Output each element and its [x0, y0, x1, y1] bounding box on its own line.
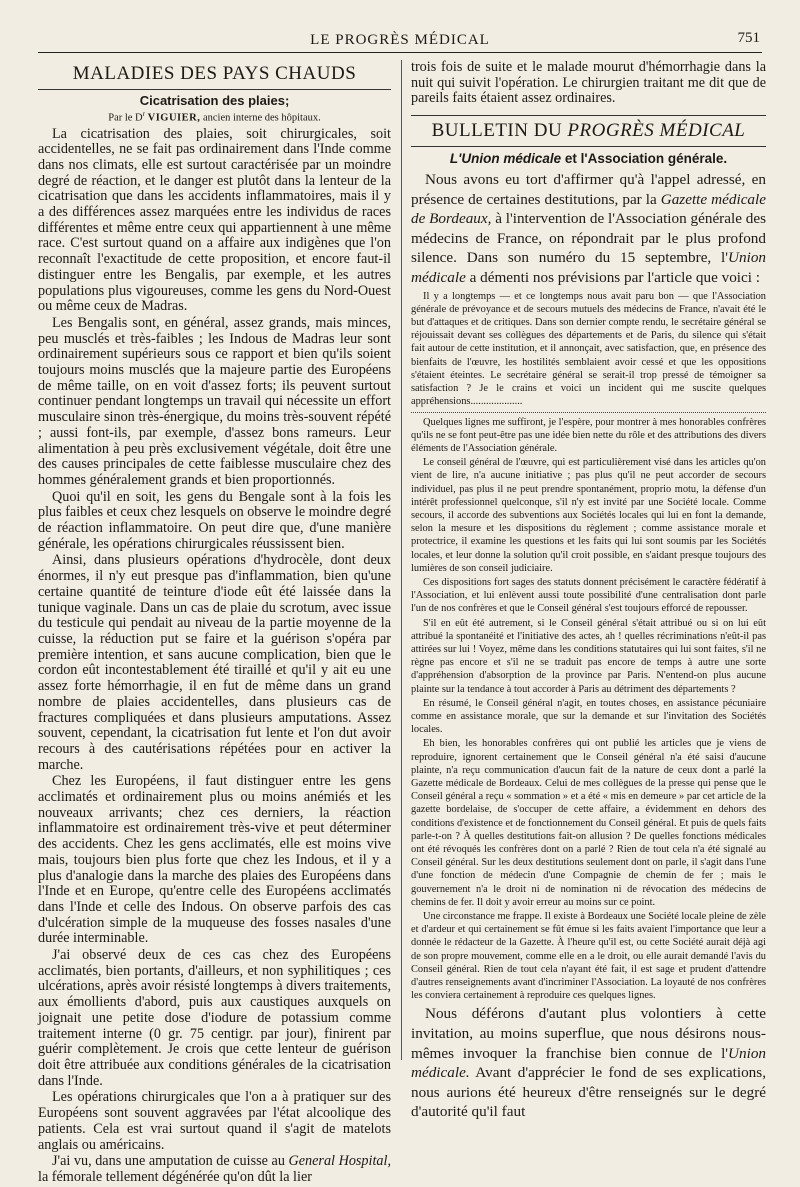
text-run: Nous déférons d'autant plus volontiers à cette invitation, au moins superflue, que nous désirons nous-mêmes invoquer la franchise bien connue de l' [411, 1005, 766, 1062]
text-run: J'ai vu, dans une amputation de cuisse au [52, 1153, 289, 1170]
bulletin-subtitle-italic: L'Union médicale [449, 151, 562, 167]
quoted-paragraph: En résumé, le Conseil général n'agit, en toutes choses, en assistance pécuniaire comme en assistance morale, que sur la demande et sur l'invitation des Sociétés locales. [411, 697, 766, 736]
paragraph: Ainsi, dans plusieurs opérations d'hydrocèle, dont deux énormes, il n'y eut presque pas d'inflammation, bien qu'une certaine quantité de teinture d'iode eût été laissée dans la tunique vaginale. Dans un cas de plaie du scrotum, avec issue du testicule qui pendait au niveau de la partie moyenne de la cuisse, la réduction put se faire et la guérison s'opéra par première intention, et sans aucune complication, bien que le cordon eût incontestablement été tiraillé et qu'il y ait eu une assez forte hémorrhagie, il en fut de même dans un grand nombre de plaies accidentelles, dans plusieurs cas de fractures compliquées et dans plusieurs amputations. Assez souvent, cependant, la cicatrisation fut lente et l'on dut avoir recours à des cautérisations répétées pour en activer la marche. [38, 552, 391, 773]
text-run-italic: General Hospital, [288, 1153, 391, 1170]
quoted-paragraph: Eh bien, les honorables confrères qui ont publié les articles que je viens de reproduire, ignorent certainement que le Conseil général n'a été saisi d'aucune plainte, n'a reçu communication d'aucun fait de la nature de ceux dont a parlé la Gazette médicale de Bordeaux. Celui de mes collègues de la presse qui pense que le Conseil général a reçu « sommation » et a été « mis en demeure » par cet article de la gazette bordelaise, de s'occuper de cette affaire, a évidemment en dehors des conditions d'existence et de fonctionnement du Conseil général. Et puis de quels faits parle-t-on ? À quelles destitutions fait-on allusion ? De quelles fonctions médicales ont été révoqués les confrères dont on a parlé ? Rien de tout cela n'a été signalé au Conseil général. Sur les deux destitutions seulement dont on parle, il s'agit dans l'une d'une fonction de médecin d'une Compagnie de chemin de fer ; mais le gouvernement n'a le droit ni de nomination ni de révocation des médecins de chemins de fer. Il doit y avoir erreur au moins sur ce point. [411, 738, 766, 908]
paragraph-last [38, 1154, 391, 1185]
text-run-italic: Union médicale [411, 249, 766, 287]
text-run-italic: Union médicale. [411, 1044, 766, 1082]
bulletin-subtitle [411, 151, 766, 166]
quoted-paragraph: Ces dispositions fort sages des statuts donnent précisément le caractère fédératif à l'Association, et lui enlèvent aussi toute possibilité d'une centralisation dont parle l'un de nos confrères et que le Conseil général s'est toujours efforcé de repousser. [411, 576, 766, 615]
paragraph: Les opérations chirurgicales que l'on a à pratiquer sur des Européens sont souvent aggravées par l'état alcoolique des patients. Cela est vrai surtout quand il s'agit de matelots anglais ou américains. [38, 1089, 391, 1153]
bulletin-title-text: BULLETIN DU [431, 120, 568, 142]
byline-suffix: ancien interne des hôpitaux. [200, 112, 321, 124]
byline-prefix: Par le D [108, 112, 143, 124]
text-run: la fémorale tellement dégénérée qu'on dût la lier [38, 1168, 312, 1185]
quoted-paragraph: Une circonstance me frappe. Il existe à Bordeaux une Société locale pleine de zèle et d'ardeur et qui certainement se fût émue si les faits avaient l'importance que leur a donnée le rédacteur de la Gazette. À l'heure qu'il est, ou cette Société aurait déjà agi de son propre mouvement, comme elle en a le droit, ou elle aurait demandé l'avis du Conseil général. Rien de tout cela n'ayant été fait, il est sage et prudent d'attendre d'autres renseignements avant d'incriminer l'Association. La loyauté de nos confrères les conviera certainement à reproduire ces quelques lignes. [411, 911, 766, 1002]
paragraph: Chez les Européens, il faut distinguer entre les gens acclimatés et ordinairement plus ou moins anémiés et les nouveaux arrivants; chez ces derniers, la réaction inflammatoire est ordinairement très-vive et peut déterminer des accidents. Chez les gens acclimatés, elle est moins vive mais, toujours bien plus forte que chez les Indous, et il y a plus d'analogie dans la marche des plaies des Européens dans l'Inde et en Europe, qu'entre celle des Européens acclimatés dans l'Inde et celle des Indous. On observe parfois des cas d'ulcération simple de la muqueuse des fosses nasales d'une durée interminable. [38, 773, 391, 947]
article-title: MALADIES DES PAYS CHAUDS [38, 60, 391, 90]
text-run: a démenti nos prévisions par l'article que voici : [465, 269, 760, 287]
quoted-paragraph: Quelques lignes me suffiront, je l'espère, pour montrer à mes honorables confrères qu'ils ne se font peut-être pas une idée bien nette du rôle et des attributions des divers éléments de l'Association générale. [411, 416, 766, 454]
closing-paragraph [411, 1004, 766, 1122]
bulletin-subtitle-text: et l'Association générale. [561, 151, 728, 167]
page-number: 751 [737, 30, 760, 46]
paragraph: Les Bengalis sont, en général, assez grands, mais minces, peu musclés et très-faibles ; les Indous de Madras leur sont ordinairement supérieurs sous ce rapport et bien qu'ils soient toujours moins musclés que la majeure partie des Européens de même taille, on en voit d'assez forts; ils peuvent surtout continuer pendant longtemps un travail qui nécessite un effort musculaire sinon très-énergique, du moins très-souvent répété ; aussi font-ils, par exemple, d'assez bons rameurs. Leur alimentation à peu près exclusivement végétale, doit être une des causes principales de cette faiblesse musculaire chez des hommes généralement grands et bien proportionnés. [38, 314, 391, 488]
text-run: Avant d'apprécier le fond de ses explications, nous aurions été heureux d'être renseignés sur le degré d'autorité qu'il faut [411, 1064, 766, 1121]
paragraph: J'ai observé deux de ces cas chez des Européens acclimatés, bien portants, d'ailleurs, et non syphilitiques ; ces ulcérations, après avoir résisté longtemps à divers traitements, aux émollients d'abord, puis aux caustiques auxquels on joignait une petite dose d'iodure de potassium comme traitement interne (0 gr. 75 centigr. par jour), finirent par guérir complètement. Je crois que cette lenteur de guérison doit être attribuée aux conditions générales de la cicatrisation dans l'Inde. [38, 947, 391, 1089]
quoted-paragraph: Le conseil général de l'œuvre, qui est particulièrement visé dans les articles qu'on vient de lire, n'a aucune initiative ; pas plus qu'il ne peut accorder de secours individuel, pas plus il ne peut prendre spontanément, proprio motu, la défense d'un intérêt professionnel quelconque, s'il n'y est invité par une Société locale. Comme secours, il accorde des subventions aux Sociétés locales qui lui en font la demande, selon la mesure et les dispositions du règlement ; comme assistance morale et protectrice, il examine les questions et les faits qui lui sont soumis par les Sociétés locales, et leur donne la solution qu'il croit possible, en s'aidant presque toujours des lumières de son conseil judiciaire. [411, 457, 766, 574]
running-head [38, 28, 762, 53]
journal-title: LE PROGRÈS MÉDICAL [310, 32, 490, 48]
text-run-italic: Gazette médicale de Bordeaux, [411, 190, 766, 228]
right-column [411, 60, 766, 1122]
bulletin-title [411, 115, 766, 147]
paragraph: Quoi qu'il en soit, les gens du Bengale sont à la fois les plus faibles et ceux chez lesquels on observe le moindre degré de réaction inflammatoire. On peut dire que, d'une manière générale, les opérations chirurgicales réussissent bien. [38, 488, 391, 552]
bulletin-title-italic: PROGRÈS MÉDICAL [567, 120, 746, 142]
continuation-paragraph: trois fois de suite et le malade mourut d'hémorrhagie dans la nuit qui suivit l'opération. Le chirurgien traitant me dit que de pareils faits étaient assez ordinaires. [411, 59, 766, 107]
quoted-paragraph: Il y a longtemps — et ce longtemps nous avait paru bon — que l'Association générale de prévoyance et de secours mutuels des médecins de France, n'avait été le but d'attaques et de critiques. Dans son dernier compte rendu, le secrétaire général se réjouissait devant ses collègues des départements et de Paris, du silence qui s'était fait autour de cette institution, et il annonçait, avec satisfaction, que, en présence des bienfaits de l'œuvre, les hostilités semblaient avoir cessé et que les oppositions s'étaient éteintes. Le secrétaire général se serait-il trop pressé de témoigner sa satisfaction ? Je le crains et voici un incident qui me suscite quelques appréhensions.................... [411, 290, 766, 408]
quoted-paragraph: S'il en eût été autrement, si le Conseil général s'était attribué ou si on lui eût attribué la spontanéité et l'initiative des actes, ah ! quelles récriminations n'eût-il pas attirées sur lui ! Voyez, même dans les conditions statutaires qui lui sont faites, s'il ne règne pas encore et s'il ne se traduit pas encore de temps à autre une sorte d'appréhension d'absorption de la province par Paris. N'entend-on plus aucune plainte sur la tendance à tout accorder à Paris au détriment des départements ? [411, 617, 766, 695]
byline-author: VIGUIER, [147, 112, 201, 124]
intro-paragraph [411, 170, 766, 288]
article-subtitle: Cicatrisation des plaies; [139, 93, 290, 108]
byline: Par le $D^r$ VIGUIER, ancien interne des hôpitaux. [108, 110, 321, 124]
left-column [38, 60, 391, 1187]
dotted-divider [411, 412, 766, 413]
column-divider [401, 60, 402, 1060]
text-run: Nous avons eu tort d'affirmer qu'à l'appel adressé, en présence de certaines destitutions, par la [411, 171, 766, 208]
text-run: à l'intervention de l'Association générale des médecins de France, on répondrait par le plus profond silence. Dans son numéro du 15 septembre, l' [411, 210, 766, 267]
paragraph: La cicatrisation des plaies, soit chirurgicales, soit accidentelles, ne se fait pas ordinairement dans l'Inde comme dans nos climats, elle est surtout caractérisée par un moindre degré de réaction, et le danger est plutôt dans la lenteur de la cicatrisation que dans les accidents inflammatoires, mais il y a des différences assez marquées entre les individus de races différentes et même entre ceux qui appartiennent à une même race. C'est surtout quand on a affaire aux indigènes que l'on reconnaît l'exactitude de cette proposition, et encore faut-il distinguer entre les Bengalis, par exemple, et les autres populations plus vigoureuses, comme les gens du Nord-Ouest ou même ceux de Madras. [38, 125, 391, 315]
